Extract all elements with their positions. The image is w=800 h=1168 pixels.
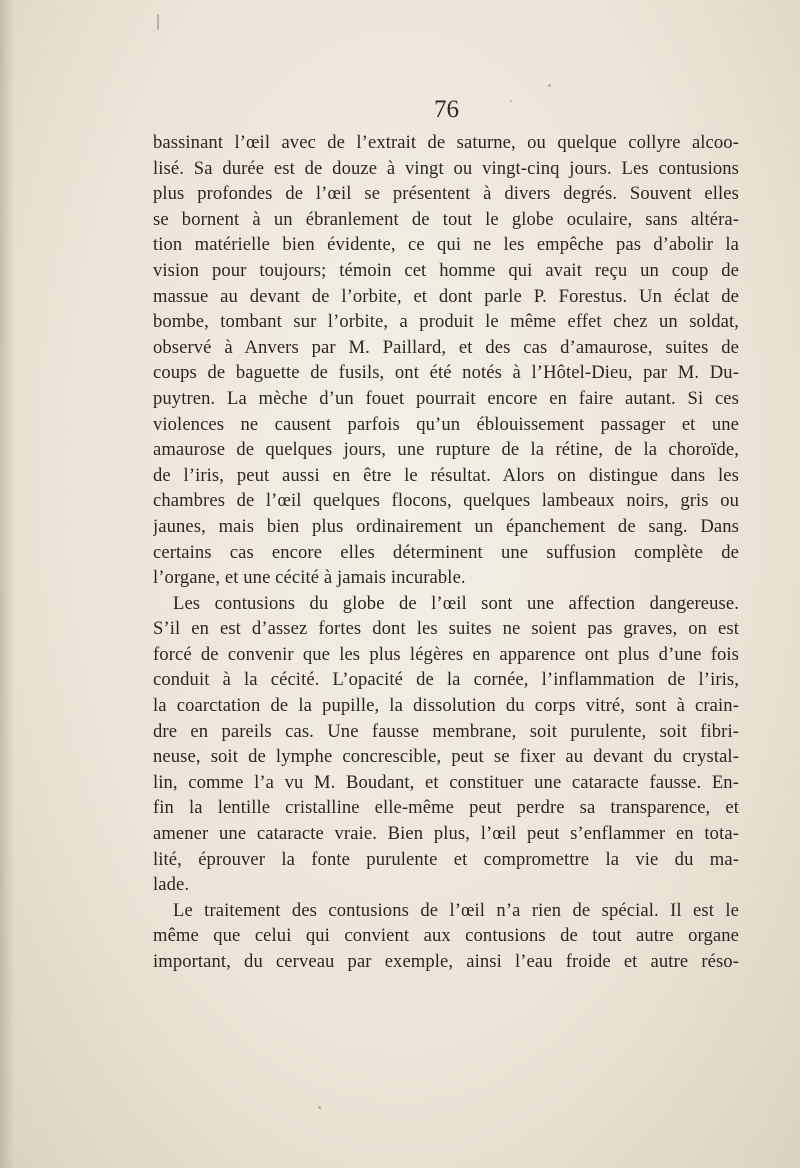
text-line: se bornent à un ébranlement de tout le globe oculaire, sans altéra- bbox=[153, 208, 739, 230]
paragraph-start-line: Les contusions du globe de l’œil sont une affection dangereuse. bbox=[173, 592, 739, 614]
page-binding-shadow bbox=[0, 0, 14, 1168]
paragraph-end-line: l’organe, et une cécité à jamais incurable. bbox=[153, 567, 466, 589]
text-line: forcé de convenir que les plus légères en apparence ont plus d’une fois bbox=[153, 643, 739, 665]
text-line: vision pour toujours; témoin cet homme qui avait reçu un coup de bbox=[153, 259, 739, 281]
paper-speck bbox=[548, 84, 551, 87]
text-line: fin la lentille cristalline elle-même peut perdre sa transparence, et bbox=[153, 797, 739, 819]
page-number: 76 bbox=[434, 96, 459, 123]
text-line: lité, éprouver la fonte purulente et compromettre la vie du ma- bbox=[153, 848, 739, 870]
text-line: dre en pareils cas. Une fausse membrane, soit purulente, soit fibri- bbox=[153, 720, 739, 742]
paper-speck bbox=[510, 100, 512, 102]
text-line: tion matérielle bien évidente, ce qui ne les empêche pas d’abolir la bbox=[153, 234, 739, 256]
text-line: massue au devant de l’orbite, et dont parle P. Forestus. Un éclat de bbox=[153, 285, 739, 307]
text-line: amaurose de quelques jours, une rupture de la rétine, de la choroïde, bbox=[153, 439, 739, 461]
text-line: S’il en est d’assez fortes dont les suites ne soient pas graves, on est bbox=[153, 618, 739, 640]
text-line: plus profondes de l’œil se présentent à divers degrés. Souvent elles bbox=[153, 183, 739, 205]
text-line: certains cas encore elles déterminent une suffusion complète de bbox=[153, 541, 739, 563]
text-line: chambres de l’œil quelques flocons, quelques lambeaux noirs, gris ou bbox=[153, 490, 739, 512]
paper-speck bbox=[157, 14, 159, 30]
text-line: bombe, tombant sur l’orbite, a produit le même effet chez un soldat, bbox=[153, 311, 739, 333]
body-text bbox=[153, 130, 739, 975]
text-line: la coarctation de la pupille, la dissolution du corps vitré, sont à crain- bbox=[153, 695, 739, 717]
text-line: lisé. Sa durée est de douze à vingt ou vingt-cinq jours. Les contusions bbox=[153, 157, 739, 179]
text-line: même que celui qui convient aux contusions de tout autre organe bbox=[153, 925, 739, 947]
text-line: jaunes, mais bien plus ordinairement un épanchement de sang. Dans bbox=[153, 515, 739, 537]
text-line: bassinant l’œil avec de l’extrait de saturne, ou quelque collyre alcoo- bbox=[153, 132, 739, 153]
text-line: coups de baguette de fusils, ont été notés à l’Hôtel-Dieu, par M. Du- bbox=[153, 362, 739, 384]
text-line: observé à Anvers par M. Paillard, et des cas d’amaurose, suites de bbox=[153, 336, 739, 358]
text-line: puytren. La mèche d’un fouet pourrait encore en faire autant. Si ces bbox=[153, 387, 739, 409]
paper-speck bbox=[318, 1106, 321, 1109]
paragraph-start-line: Le traitement des contusions de l’œil n’a rien de spécial. Il est le bbox=[173, 899, 739, 921]
text-line: amener une cataracte vraie. Bien plus, l’œil peut s’enflammer en tota- bbox=[153, 823, 739, 845]
text-line: conduit à la cécité. L’opacité de la cornée, l’inflammation de l’iris, bbox=[153, 669, 739, 691]
text-line: violences ne causent parfois qu’un éblouissement passager et une bbox=[153, 413, 739, 435]
paragraph-end-line: lade. bbox=[153, 874, 190, 896]
text-line: important, du cerveau par exemple, ainsi l’eau froide et autre réso- bbox=[153, 951, 739, 972]
text-line: neuse, soit de lymphe concrescible, peut se fixer au devant du crystal- bbox=[153, 746, 739, 768]
text-line: lin, comme l’a vu M. Boudant, et constituer une cataracte fausse. En- bbox=[153, 771, 739, 793]
text-line: de l’iris, peut aussi en être le résultat. Alors on distingue dans les bbox=[153, 464, 739, 486]
